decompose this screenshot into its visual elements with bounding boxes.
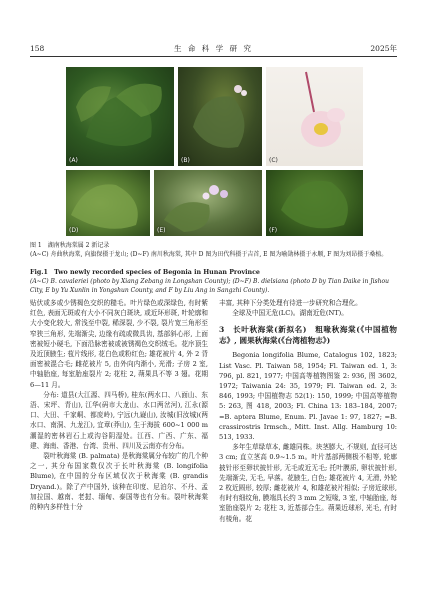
running-header	[30, 42, 397, 56]
figure-caption-cn-body: (A~C) 舟曲秋海棠, 向旗保摄于龙山; (D~F) 南川秋海棠, 其中 D 图为田代科摄于吉首, E 图为喻勋林摄于永顺, F 图为刘昂摄于桑植。	[30, 251, 388, 258]
flower-icon	[266, 67, 363, 166]
photo-panel-a	[66, 67, 174, 166]
leaf-icon	[266, 170, 363, 236]
page-number: 158	[30, 44, 45, 53]
figure-photo-grid	[66, 67, 363, 236]
photo-panel-d	[66, 170, 150, 236]
photo-panel-f	[266, 170, 363, 236]
body-paragraph: 丰富, 其种下分类处理有待进一步研究和合理化。	[219, 299, 362, 307]
leaf-icon	[66, 67, 174, 166]
photo-panel-b	[178, 67, 262, 166]
figure-caption-cn-title: 图 1 湖南秋海棠属 2 新记录	[30, 242, 110, 249]
body-paragraph: 贴伏或多或少锈褐色交织的糙毛。叶片绿色或深绿色, 有时紫红色, 表面无斑或有大小不同灰白斑块, 或近环形斑, 叶轮廓和大小变化较大, 常浅至中裂, 稀深裂, 少不裂, 裂片宽三角形至窄狭三角形, 先端渐尖, 边缘有疏或微具齿, 基部斜心形, 上面密被短小硬毛, 下面沿脉密被或被锈褐色交织绒毛。花序顶生及近顶腋生; 苞片线形, 花白色或粉红色; 雄花被片 4, 外 2 背面密被混合毛; 雌花被片 5, 由外向内渐小, 光滑; 子房 2 室, 中轴胎座, 每室胎座裂片 2; 花柱 2, 蒴果具不等 3 翅。花期 6—11 月。	[30, 299, 208, 389]
description-paragraph: 多年生草绿草本, 雌雄同株。块茎膨大, 不规则, 直径可达 3 cm; 直立茎高 0.9~1.5 m。叶片基部两侧极不相等, 轮廓披针形至卵状披针形, 无毛或近无毛; 托叶膜质, 卵状披针形, 先端渐尖, 无毛, 早落。花腋生, 白色; 雄花被片 4, 无滑, 外轮 2 枚近圆形, 较厚; 雌花被片 4, 和雄花被片相似; 子房近球形, 有时有细纹角, 膜端具长约 3 mm 之短喙, 3 室, 中轴胎座, 每室胎座裂片 2; 花柱 3, 近基部合生。蒴果近球形, 光毛, 有时有棱角。花	[219, 443, 397, 523]
panel-label: (D)	[69, 227, 79, 234]
body-paragraph: 裂叶秋海棠 (B. palmata) 是秋海棠属分布较广的几个种之一, 其分布国家数仅次于长叶秋海棠 (B. longifolia Blume), 在中国的分布区域仅次于秋海棠 (B. grandis Dryand.)。除了产中国外, 该种在印度、尼泊尔、不丹、孟加拉国、越南、老挝、缅甸、泰国等也有分布。裂叶秋海棠的种内多样性十分	[30, 452, 208, 512]
panel-label: (B)	[181, 157, 190, 164]
left-column	[30, 298, 208, 512]
right-column	[219, 298, 397, 524]
body-paragraph: 分布: 道县(大江源、四马桥), 桂东(两水口、八面山、东浯、宋坪、青山), 江华(码市大龙山、水口两岔河), 江永(源口、大田、千家峒、都庞岭), 宁远(九嶷山), 汝城(旧汝城)(两水口、南洞、九龙江), 宜章(莽山), 生于海拔 600~1 000 m 潮湿的密林岩石上或沟谷阴湿处。江西、广西、广东、福建、海南、香港、台湾、贵州、四川及云南亦有分布。	[30, 390, 208, 450]
leaf-icon	[178, 67, 262, 166]
panel-label: (C)	[269, 157, 278, 164]
synonymy-paragraph: Begonia longifolia Blume, Catalogus 102, 1823; List Vasc. Pl. Taiwan 58, 1954; Fl. Taiwan ed. 1, 3: 796, pl. 821, 1977; 中国高等植物图鉴 2: 936, 图 3602, 1972; Taiwania 24: 35, 1979; Fl. Taiwan ed. 2, 3: 846, 1993; 中国植物志 52(1): 150, 1999; 中国高等植物 5: 263, 图 418, 2003; Fl. China 13: 183–184, 2007; =B. aptera Blume, Enum. Pl. Javae 1: 97, 1827; =B. crassirostris Irmsch., Mitt. Inst. Allg. Hamburg 10: 513, 1933.	[219, 351, 397, 442]
section-heading: 3 长叶秋海棠(新拟名) 粗喙秋海棠(《中国植物志》, 圆果秋海棠(《台湾植物志》)	[219, 325, 397, 346]
panel-label: (A)	[69, 157, 78, 164]
flower-icon	[154, 170, 262, 236]
journal-title: 生 命 科 学 研 究	[174, 44, 253, 53]
conservation-status: 全球及中国无危(LC)。湖南近危(NT)。	[232, 309, 348, 318]
header-rule	[30, 56, 397, 57]
panel-label: (E)	[157, 227, 166, 234]
figure-caption-en-body: (A~C) B. cavaleriei (photo by Xiang Zebang in Longshan County); (D~F) B. dielsiana (photo D by Tian Daike in Jishou City, E by Yu Xunlin in Yongshun County, and F by Liu Ang in Sangzhi County).	[30, 278, 389, 294]
leaf-icon	[66, 170, 150, 236]
figure-caption-en-title: Fig.1 Two newly recorded species of Begonia in Hunan Province	[30, 269, 260, 276]
photo-panel-c	[266, 67, 363, 166]
panel-label: (F)	[269, 227, 278, 234]
photo-panel-e	[154, 170, 262, 236]
year: 2025年	[370, 44, 397, 53]
